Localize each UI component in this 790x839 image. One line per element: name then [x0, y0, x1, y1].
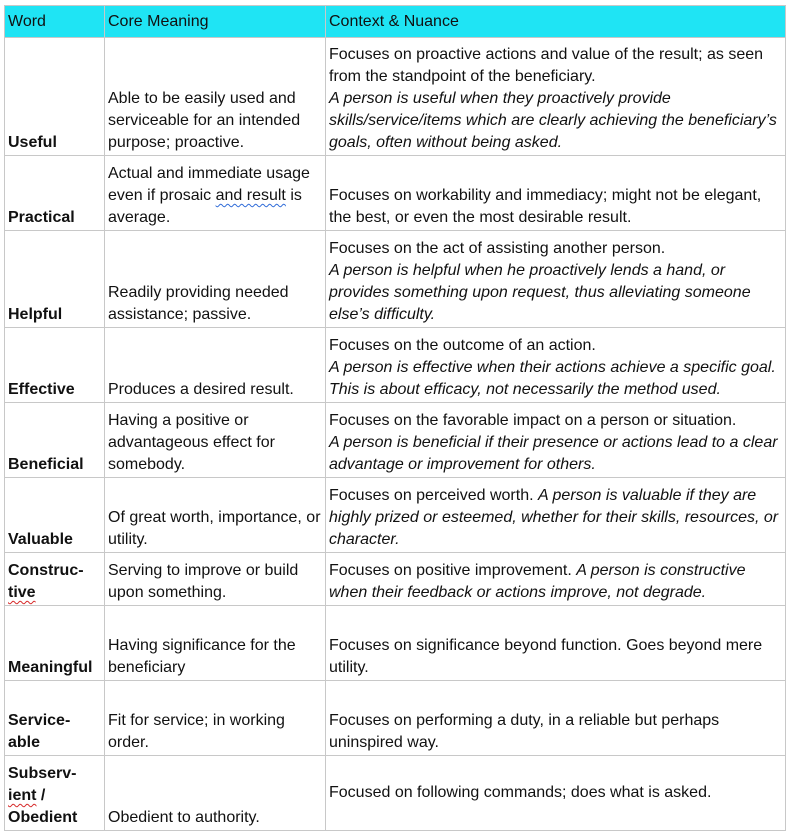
- word-cell: Effective: [5, 328, 105, 403]
- context-plain: Focuses on proactive actions and value of the result; as seen from the standpoint of the beneficiary.: [329, 46, 764, 85]
- word-cell: Helpful: [5, 231, 105, 328]
- word-cell: [5, 681, 105, 756]
- context-cell: [326, 553, 786, 606]
- spelling-flag: ient: [8, 787, 37, 804]
- table-row: [5, 328, 786, 403]
- core-text: is average.: [108, 187, 302, 226]
- word-cell: Valuable: [5, 478, 105, 553]
- context-italic: A person is helpful when he proactively lends a hand, or provides something upon request, thus alleviating someone else’s difficulty.: [329, 262, 751, 323]
- core-meaning-cell: Of great worth, importance, or utility.: [105, 478, 326, 553]
- context-italic: A person is useful when they proactively provide skills/service/items which are clearly achieving the beneficiary’s goals, often without being asked.: [329, 90, 777, 151]
- context-italic: A person is valuable if they are highly prized or esteemed, whether for their skills, resources, or character.: [329, 487, 779, 548]
- header-word: Word: [5, 6, 105, 38]
- word-cell: Meaningful: [5, 606, 105, 681]
- word-cell: [5, 553, 105, 606]
- table-row: [5, 478, 786, 553]
- core-meaning-cell: Having significance for the beneficiary: [105, 606, 326, 681]
- context-cell: [326, 38, 786, 156]
- core-meaning-cell: Produces a desired result.: [105, 328, 326, 403]
- word-cell: Practical: [5, 156, 105, 231]
- table-row: [5, 38, 786, 156]
- word-cell: [5, 756, 105, 831]
- word-part: Obedient: [8, 809, 78, 826]
- word-part: /: [36, 787, 46, 804]
- context-plain: Focuses on the act of assisting another person.: [329, 240, 666, 257]
- core-meaning-cell: Having a positive or advantageous effect for somebody.: [105, 403, 326, 478]
- core-meaning-cell: Fit for service; in working order.: [105, 681, 326, 756]
- spelling-flag: tive: [8, 584, 36, 601]
- core-text: Actual and immediate usage even if prosaic: [108, 165, 310, 204]
- header-context-nuance: Context & Nuance: [326, 6, 786, 38]
- header-row: [5, 6, 786, 38]
- context-cell: Focuses on workability and immediacy; might not be elegant, the best, or even the most desirable result.: [326, 156, 786, 231]
- context-italic: A person is constructive when their feedback or actions improve, not degrade.: [329, 562, 746, 601]
- context-italic: A person is effective when their actions achieve a specific goal. This is about efficacy, not necessarily the method used.: [329, 359, 776, 398]
- context-plain: Focuses on the outcome of an action.: [329, 337, 596, 354]
- core-meaning-cell: Readily providing needed assistance; passive.: [105, 231, 326, 328]
- context-plain: Focuses on positive improvement.: [329, 562, 577, 579]
- word-cell: Beneficial: [5, 403, 105, 478]
- context-cell: Focuses on significance beyond function. Goes beyond mere utility.: [326, 606, 786, 681]
- word-part: Service-: [8, 712, 71, 729]
- core-meaning-cell: Obedient to authority.: [105, 756, 326, 831]
- core-meaning-cell: [105, 156, 326, 231]
- table-row: [5, 553, 786, 606]
- table-row: [5, 231, 786, 328]
- context-cell: [326, 478, 786, 553]
- context-plain: Focuses on perceived worth.: [329, 487, 538, 504]
- table-row: [5, 756, 786, 831]
- context-cell: Focused on following commands; does what is asked.: [326, 756, 786, 831]
- word-part: Construc-: [8, 562, 84, 579]
- context-cell: [326, 231, 786, 328]
- table-row: [5, 403, 786, 478]
- context-cell: [326, 328, 786, 403]
- table-row: [5, 681, 786, 756]
- core-meaning-cell: Able to be easily used and serviceable for an intended purpose; proactive.: [105, 38, 326, 156]
- context-cell: Focuses on performing a duty, in a reliable but perhaps uninspired way.: [326, 681, 786, 756]
- table-row: [5, 606, 786, 681]
- word-part: able: [8, 734, 41, 751]
- context-italic: A person is beneficial if their presence or actions lead to a clear advantage or improvement for others.: [329, 434, 778, 473]
- table-row: [5, 156, 786, 231]
- header-core-meaning: Core Meaning: [105, 6, 326, 38]
- core-meaning-cell: Serving to improve or build upon something.: [105, 553, 326, 606]
- word-comparison-table: [4, 5, 786, 831]
- context-plain: Focuses on the favorable impact on a person or situation.: [329, 412, 737, 429]
- context-cell: [326, 403, 786, 478]
- word-part: Subserv-: [8, 765, 77, 782]
- word-cell: Useful: [5, 38, 105, 156]
- grammar-flag: and result: [215, 187, 286, 204]
